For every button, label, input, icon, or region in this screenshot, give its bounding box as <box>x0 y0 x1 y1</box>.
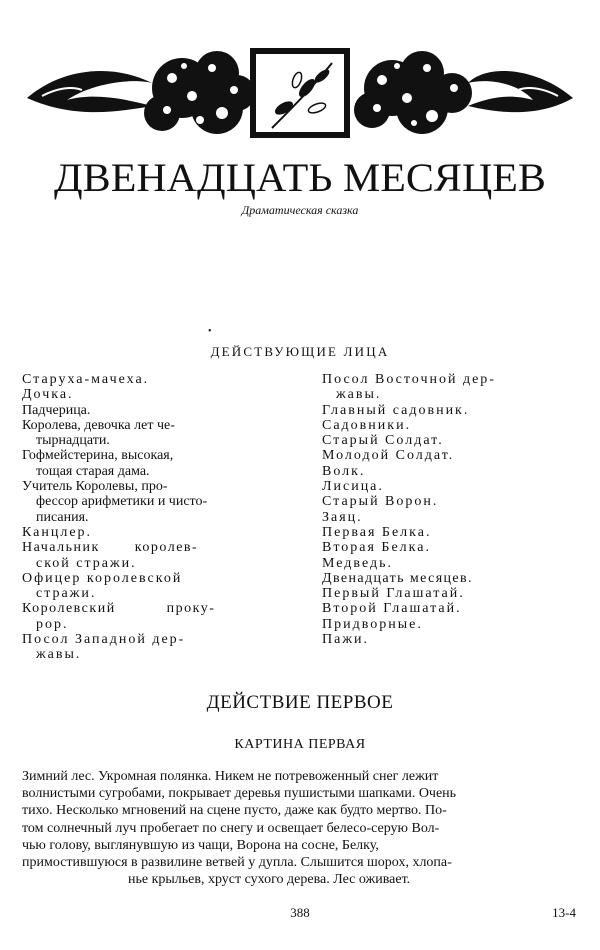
stage-line: нье крыльев, хруст сухого дерева. Лес оживает. <box>128 872 411 888</box>
cast-line: Офицер королевской <box>22 570 183 586</box>
cast-line: фессор арифметики и чисто- <box>36 494 208 510</box>
cast-line: Старый Солдат. <box>322 433 444 449</box>
cast-line: Старый Ворон. <box>322 494 439 510</box>
cast-line: рор. <box>36 616 69 632</box>
cast-line: ской стражи. <box>36 555 137 571</box>
cast-line: Дочка. <box>22 387 74 403</box>
cast-list-left <box>22 372 277 663</box>
page-title: ДВЕНАДЦАТЬ МЕСЯЦЕВ <box>54 155 546 200</box>
cast-line: Королевский проку- <box>22 601 216 617</box>
cast-list-right <box>322 372 582 647</box>
cast-line: Первая Белка. <box>322 524 432 540</box>
page-number: 388 <box>290 905 310 920</box>
cast-heading: ДЕЙСТВУЮЩИЕ ЛИЦА <box>210 344 390 359</box>
cast-line: тырнадцати. <box>36 433 110 449</box>
cast-line: стражи. <box>36 586 97 602</box>
cast-line: Молодой Солдат. <box>322 448 455 464</box>
stage-line: Зимний лес. Укромная полянка. Никем не потревоженный снег лежит <box>22 769 439 784</box>
cast-line: Заяц. <box>322 509 363 525</box>
cast-line: Придворные. <box>322 616 423 632</box>
cast-line: Королева, девочка лет че- <box>22 417 175 433</box>
cast-line: писания. <box>36 509 89 525</box>
stage-line: тихо. Несколько мгновений на сцене пусто, даже как будто мертво. По- <box>22 803 447 819</box>
stage-line: том солнечный луч пробегает по снегу и освещает белесо-серую Вол- <box>22 820 440 836</box>
subtitle: Драматическая сказка <box>241 203 359 217</box>
cast-line: Второй Глашатай. <box>322 601 462 617</box>
cast-line: Пажи. <box>322 632 369 648</box>
cast-line: жавы. <box>336 387 382 403</box>
stage-line: волнистыми сугробами, покрывает деревья пушистыми шапками. Очень <box>22 786 457 802</box>
cast-line: Волк. <box>322 463 366 479</box>
stage-line: чью голову, выглянувшую из чащи, Ворона на сосне, Белку, <box>22 837 379 853</box>
cast-line: Гофмейстерина, высокая, <box>22 448 174 464</box>
signature-mark: 13-4 <box>552 905 576 920</box>
cast-line: Лисица. <box>322 479 384 495</box>
cast-line: жавы. <box>36 647 82 663</box>
cast-line: Канцлер. <box>22 524 93 540</box>
cast-line: Двенадцать месяцев. <box>322 570 473 586</box>
act-heading: ДЕЙСТВИЕ ПЕРВОЕ <box>206 692 394 713</box>
cast-line: Старуха-мачеха. <box>22 372 150 387</box>
cast-line: Медведь. <box>322 555 393 571</box>
cast-line: Главный садовник. <box>322 402 470 418</box>
cast-line: Посол Западной дер- <box>22 632 186 648</box>
stray-mark: • <box>208 326 212 337</box>
cast-line: Начальник королев- <box>22 540 199 556</box>
cast-line: Вторая Белка. <box>322 540 431 556</box>
cast-line: Учитель Королевы, про- <box>22 479 168 495</box>
cast-line: Садовники. <box>322 417 412 433</box>
cast-line: Падчерица. <box>22 402 91 418</box>
scene-heading: КАРТИНА ПЕРВАЯ <box>234 737 366 752</box>
cast-line: Первый Глашатай. <box>322 586 465 602</box>
stage-direction <box>22 768 582 888</box>
cast-line: Посол Восточной дер- <box>322 372 496 387</box>
cast-line: тощая старая дама. <box>36 463 150 479</box>
stage-line: примостившуюся в развилине ветвей у дупла. Слышится шорох, хлопа- <box>22 855 452 871</box>
floral-ornament-icon <box>22 38 578 146</box>
